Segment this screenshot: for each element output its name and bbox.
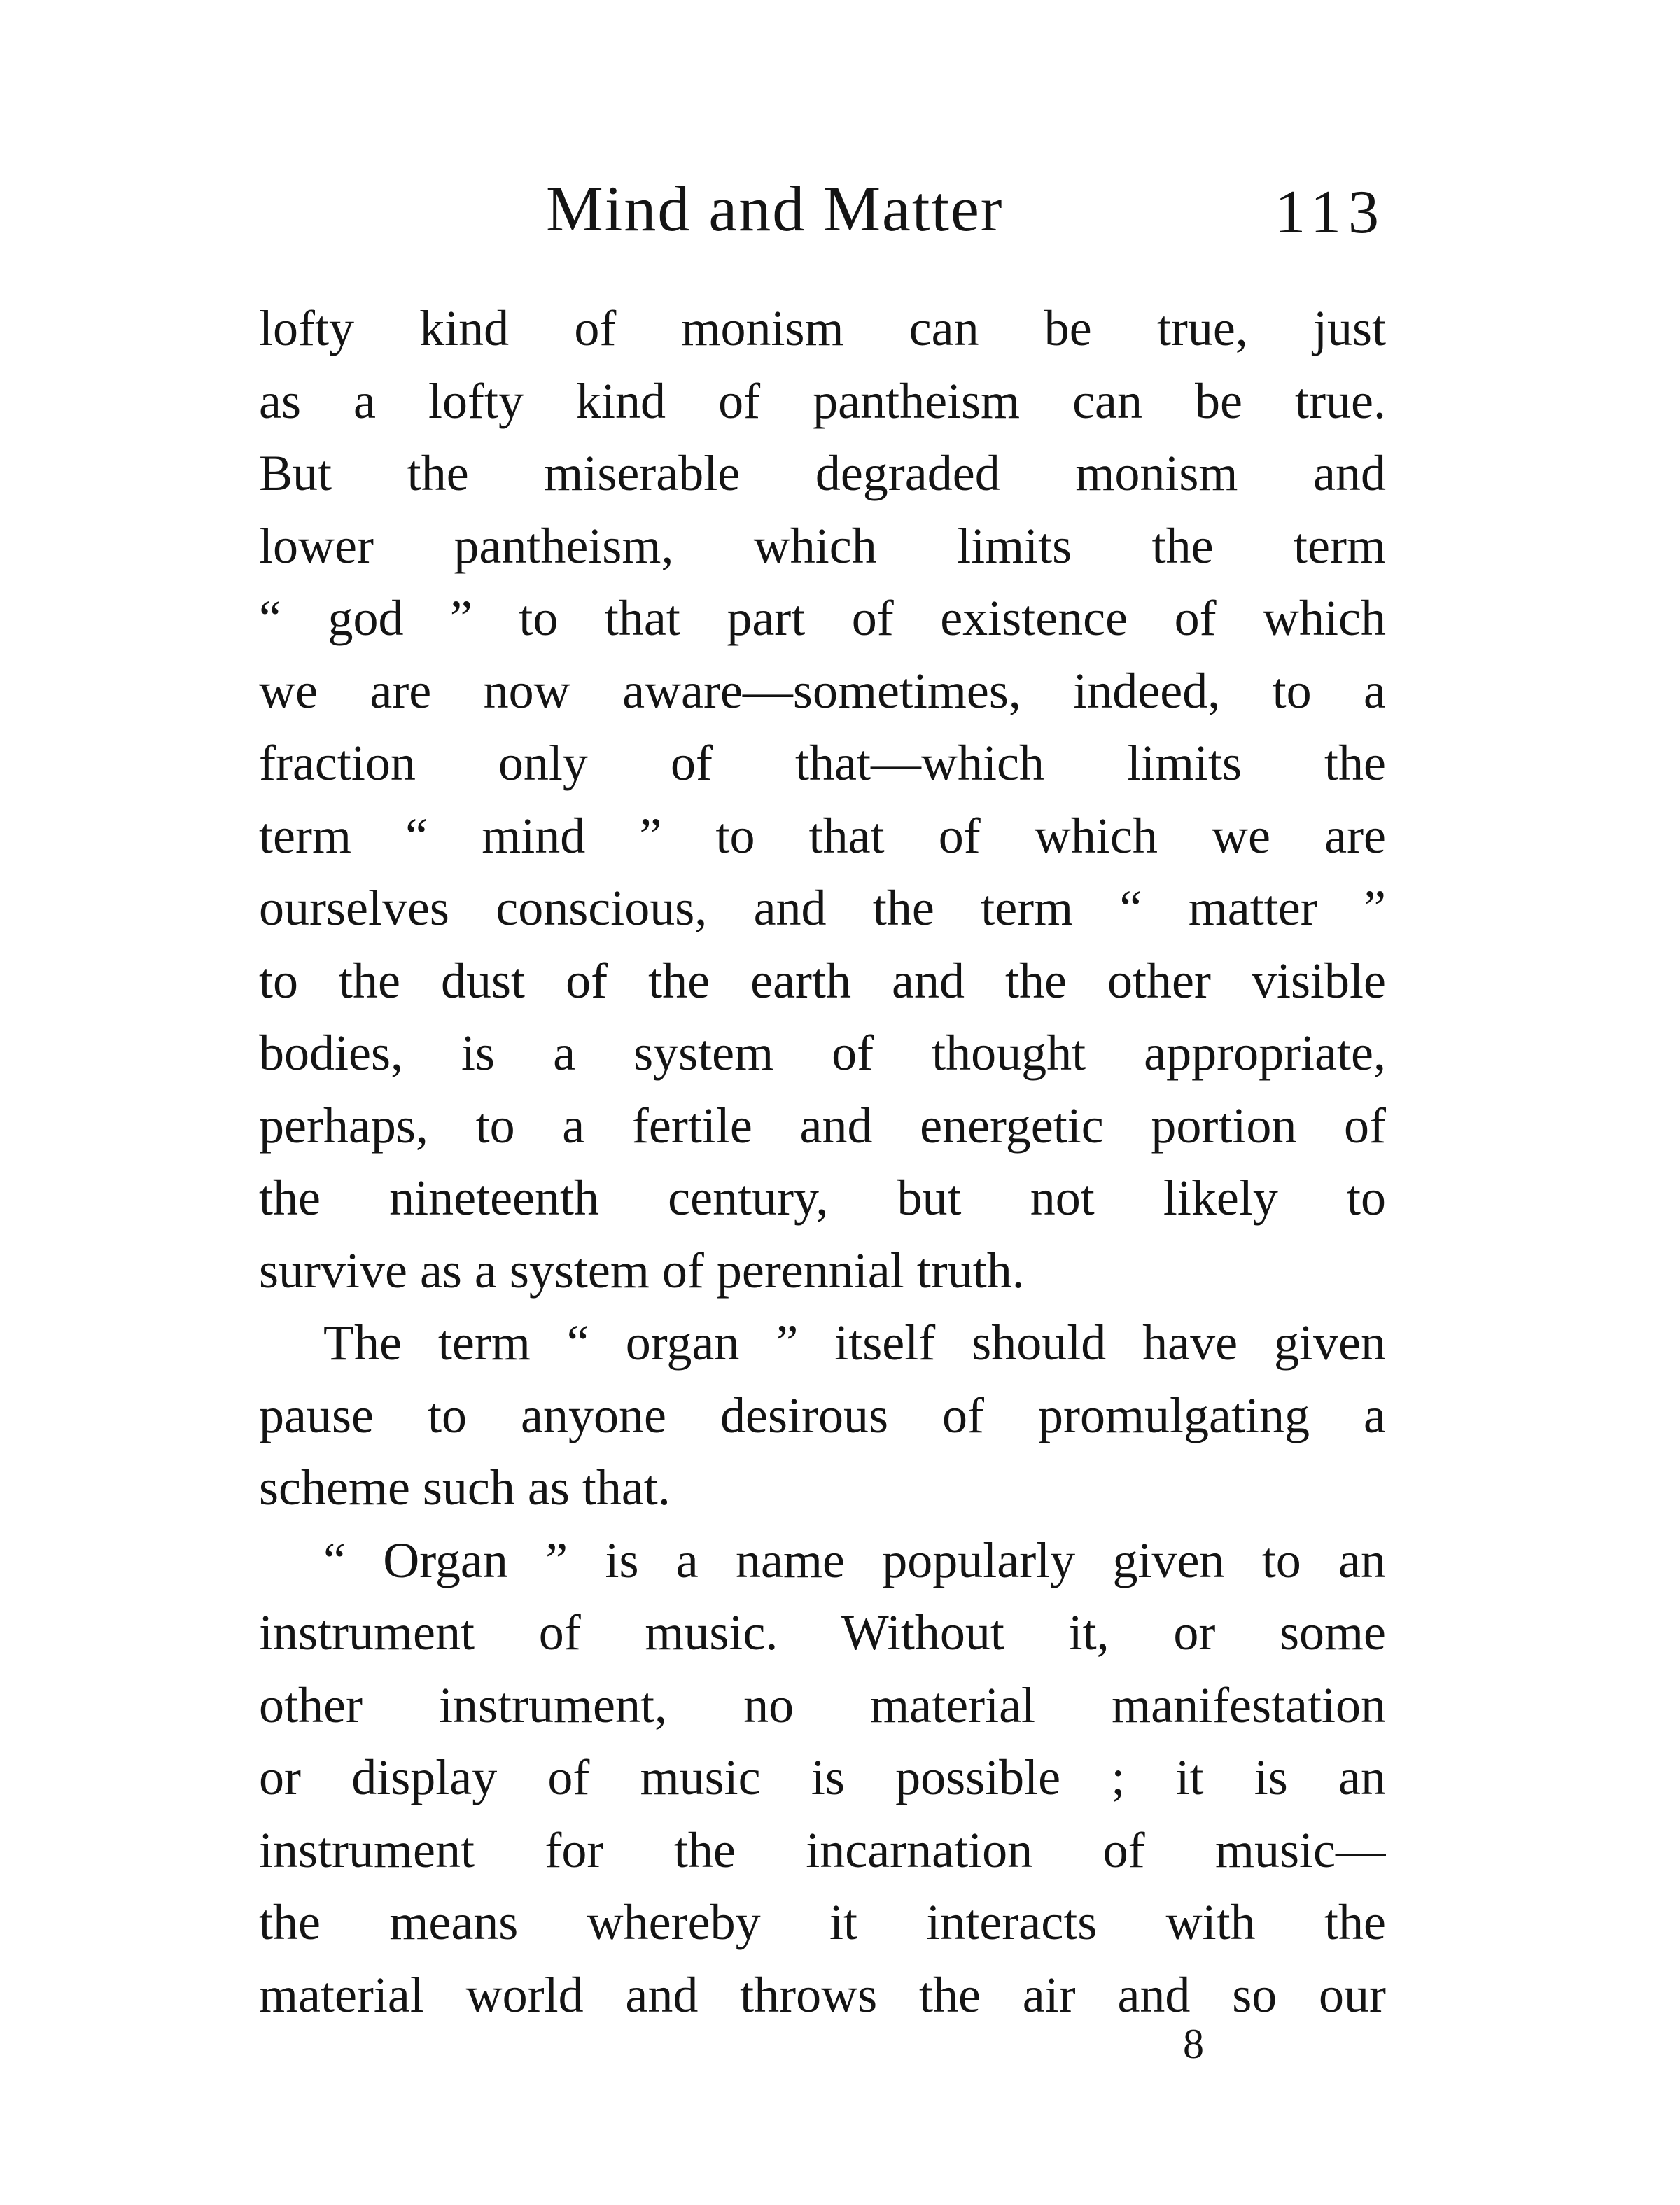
- text-line: other instrument, no material manifestation: [259, 1676, 1386, 1733]
- paragraph-end-line: survive as a system of perennial truth.: [259, 1242, 1025, 1298]
- text-line: ourselves conscious, and the term “ matter ”: [259, 880, 1386, 936]
- paragraph-end-line: scheme such as that.: [259, 1460, 671, 1516]
- text-line: instrument for the incarnation of music—: [259, 1821, 1386, 1878]
- text-line: the means whereby it interacts with the: [259, 1894, 1386, 1950]
- body-text: [259, 293, 1386, 2031]
- text-line: instrument of music. Without it, or some: [259, 1604, 1386, 1660]
- text-line: to the dust of the earth and the other visible: [259, 952, 1386, 1009]
- running-title: Mind and Matter: [546, 173, 1004, 244]
- signature-mark: 8: [1183, 2021, 1204, 2067]
- text-line: fraction only of that—which limits the: [259, 735, 1386, 791]
- running-head: [259, 167, 1386, 251]
- page-number: 113: [1275, 178, 1386, 246]
- text-line: or display of music is possible ; it is an: [259, 1749, 1386, 1805]
- text-line: bodies, is a system of thought appropriate,: [259, 1025, 1386, 1081]
- text-line: perhaps, to a fertile and energetic portion of: [259, 1097, 1386, 1154]
- text-line: But the miserable degraded monism and: [259, 445, 1386, 501]
- text-line: lofty kind of monism can be true, just: [259, 300, 1386, 356]
- paragraph-start-line: The term “ organ ” itself should have given: [323, 1315, 1386, 1371]
- text-line: material world and throws the air and so our: [259, 1966, 1386, 2023]
- text-line: the nineteenth century, but not likely to: [259, 1170, 1386, 1226]
- text-line: term “ mind ” to that of which we are: [259, 807, 1386, 864]
- text-line: “ god ” to that part of existence of which: [259, 590, 1386, 646]
- text-line: pause to anyone desirous of promulgating a: [259, 1387, 1386, 1443]
- text-line: lower pantheism, which limits the term: [259, 517, 1386, 574]
- text-line: as a lofty kind of pantheism can be true.: [259, 372, 1386, 429]
- paragraph-start-line: “ Organ ” is a name popularly given to an: [323, 1532, 1386, 1588]
- text-line: we are now aware—sometimes, indeed, to a: [259, 662, 1386, 719]
